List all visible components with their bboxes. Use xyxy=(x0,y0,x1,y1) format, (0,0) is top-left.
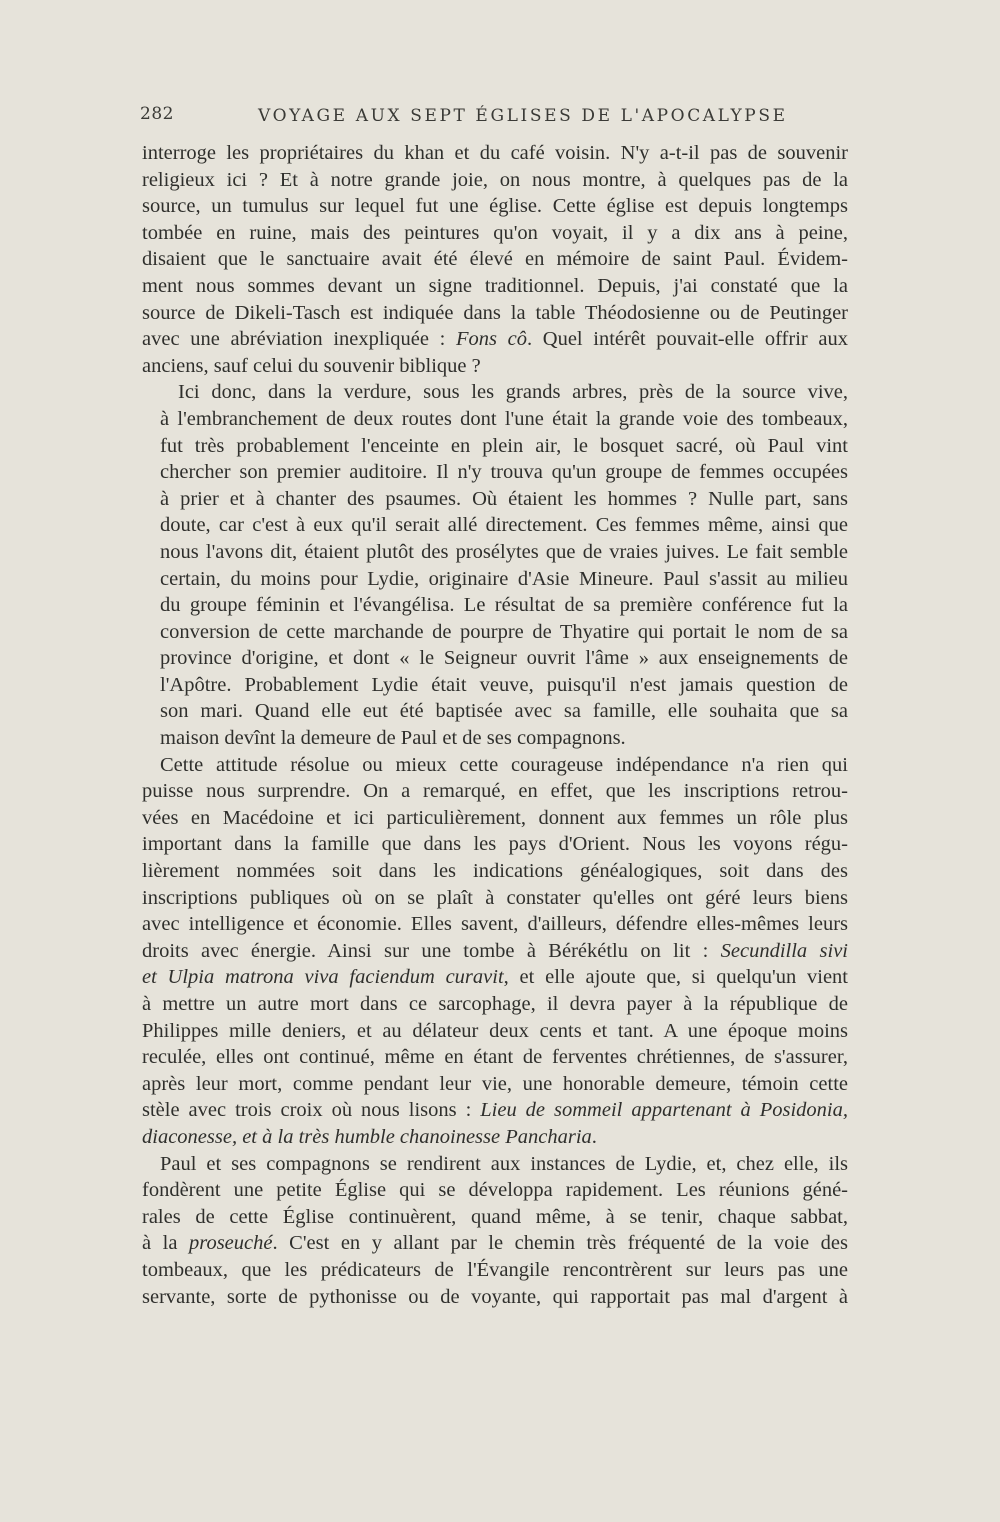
text-line: reculée, elles ont continué, même en étant de ferventes chrétiennes, de s'assurer, xyxy=(142,1046,848,1069)
page-header xyxy=(140,100,860,134)
text-line: ment nous sommes devant un signe traditionnel. Depuis, j'ai constaté que la xyxy=(142,274,848,297)
text-line: province d'origine, et dont « le Seigneur ouvrit l'âme » aux enseignements de xyxy=(160,647,848,670)
text-line: chercher son premier auditoire. Il n'y trouva qu'un groupe de femmes occupées xyxy=(160,461,848,484)
text-line: tombée en ruine, mais des peintures qu'on voyait, il y a dix ans à peine, xyxy=(142,221,848,244)
paragraph xyxy=(142,379,848,751)
paragraph xyxy=(142,1151,848,1311)
text-line: lièrement nommées soit dans les indications généalogiques, soit dans des xyxy=(142,860,848,883)
text-line: à la proseuché. C'est en y allant par le chemin très fréquenté de la voie des xyxy=(142,1232,848,1255)
text-line: Paul et ses compagnons se rendirent aux instances de Lydie, et, chez elle, ils xyxy=(160,1152,848,1175)
text-line: fut très probablement l'enceinte en plein air, le bosquet sacré, où Paul vint xyxy=(160,434,848,457)
italic-text: Fons cô xyxy=(455,328,527,351)
text-line: doute, car c'est à eux qu'il serait allé directement. Ces femmes même, ainsi que xyxy=(160,514,848,537)
text-line: à prier et à chanter des psaumes. Où étaient les hommes ? Nulle part, sans xyxy=(160,487,848,510)
italic-text: diaconesse, et à la très humble chanoinesse Pancharia xyxy=(142,1125,592,1148)
text-line: vées en Macédoine et ici particulièrement, donnent aux femmes un rôle plus xyxy=(142,806,848,829)
paragraph xyxy=(142,140,848,379)
text-line: rales de cette Église continuèrent, quand même, à se tenir, chaque sabbat, xyxy=(142,1205,848,1228)
text-line: conversion de cette marchande de pourpre de Thyatire qui portait le nom de sa xyxy=(160,620,848,643)
text-line: nous l'avons dit, étaient plutôt des prosélytes que de vraies juives. Le fait semble xyxy=(160,540,848,563)
text-line: à l'embranchement de deux routes dont l'une était la grande voie des tombeaux, xyxy=(160,407,848,430)
text-line: son mari. Quand elle eut été baptisée avec sa famille, elle souhaita que sa xyxy=(160,700,848,723)
text-line: source de Dikeli-Tasch est indiquée dans la table Théodosienne ou de Peutinger xyxy=(142,301,848,324)
text-line: avec intelligence et économie. Elles savent, d'ailleurs, défendre elles-mêmes leurs xyxy=(142,913,848,936)
page-number: 282 xyxy=(140,104,174,124)
text-line: droits avec énergie. Ainsi sur une tombe à Bérékétlu on lit : Secundilla sivi xyxy=(142,939,848,962)
text-line: Cette attitude résolue ou mieux cette courageuse indépendance n'a rien qui xyxy=(160,753,848,776)
text-line: tombeaux, que les prédicateurs de l'Évangile rencontrèrent sur leurs pas une xyxy=(142,1258,848,1281)
body-text xyxy=(142,140,848,1310)
text-line: Philippes mille deniers, et au délateur deux cents et tant. A une époque moins xyxy=(142,1019,848,1042)
italic-text: Lieu de sommeil appartenant à Posidonia, xyxy=(480,1099,848,1122)
paragraph xyxy=(142,752,848,1151)
running-title: VOYAGE AUX SEPT ÉGLISES DE L'APOCALYPSE xyxy=(258,106,788,126)
text-line: du groupe féminin et l'évangélisa. Le résultat de sa première conférence fut la xyxy=(160,594,848,617)
text-line: Ici donc, dans la verdure, sous les grands arbres, près de la source vive, xyxy=(178,381,848,404)
text-line: certain, du moins pour Lydie, originaire d'Asie Mineure. Paul s'assit au milieu xyxy=(160,567,848,590)
text-line: avec une abréviation inexpliquée : Fons cô. Quel intérêt pouvait-elle offrir aux xyxy=(142,328,848,351)
text-line: l'Apôtre. Probablement Lydie était veuve, puisqu'il n'est jamais question de xyxy=(160,673,848,696)
text-line: servante, sorte de pythonisse ou de voyante, qui rapportait pas mal d'argent à xyxy=(142,1285,848,1308)
text-line: et Ulpia matrona viva faciendum curavit, et elle ajoute que, si quelqu'un vient xyxy=(142,966,848,989)
italic-text: proseuché xyxy=(188,1232,273,1255)
text-line: puisse nous surprendre. On a remarqué, en effet, que les inscriptions retrou- xyxy=(142,780,848,803)
text-line: important dans la famille que dans les pays d'Orient. Nous les voyons régu- xyxy=(142,833,848,856)
text-line: stèle avec trois croix où nous lisons : Lieu de sommeil appartenant à Posidonia, xyxy=(142,1099,848,1122)
text-line: maison devînt la demeure de Paul et de ses compagnons. xyxy=(160,727,626,750)
italic-text: Secundilla sivi xyxy=(720,939,848,962)
text-line: diaconesse, et à la très humble chanoinesse Pancharia. xyxy=(142,1125,597,1148)
text-line: disaient que le sanctuaire avait été élevé en mémoire de saint Paul. Évidem- xyxy=(142,248,848,271)
italic-text: et Ulpia matrona viva faciendum curavit xyxy=(142,966,504,989)
text-line: inscriptions publiques où on se plaît à constater qu'elles ont géré leurs biens xyxy=(142,886,848,909)
text-line: après leur mort, comme pendant leur vie, une honorable demeure, témoin cette xyxy=(142,1072,848,1095)
text-line: interroge les propriétaires du khan et du café voisin. N'y a-t-il pas de souvenir xyxy=(142,142,848,164)
text-line: fondèrent une petite Église qui se développa rapidement. Les réunions géné- xyxy=(142,1179,848,1202)
text-line: source, un tumulus sur lequel fut une église. Cette église est depuis longtemps xyxy=(142,195,848,218)
text-line: anciens, sauf celui du souvenir biblique ? xyxy=(142,354,481,377)
text-line: religieux ici ? Et à notre grande joie, on nous montre, à quelques pas de la xyxy=(142,168,848,191)
text-line: à mettre un autre mort dans ce sarcophage, il devra payer à la république de xyxy=(142,993,848,1015)
